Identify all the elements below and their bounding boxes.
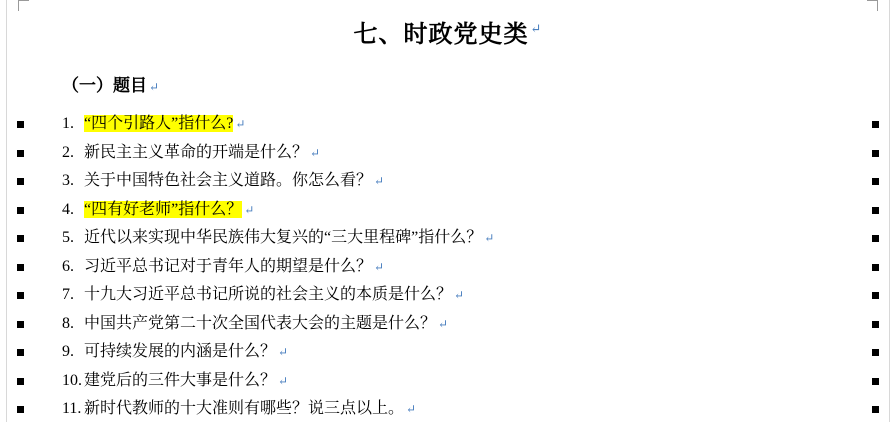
list-item-text: “四有好老师”指什么？ bbox=[84, 200, 243, 218]
margin-bullet-icon bbox=[17, 264, 24, 271]
list-item-number: 10. bbox=[62, 371, 82, 389]
margin-bullet-icon bbox=[17, 207, 24, 214]
list-item bbox=[0, 110, 896, 139]
list-item-text: 新民主主义革命的开端是什么？ bbox=[84, 143, 309, 161]
margin-bullet-icon bbox=[17, 150, 24, 157]
margin-bullet-icon bbox=[17, 235, 24, 242]
margin-bullet-icon bbox=[17, 349, 24, 356]
section-heading bbox=[62, 71, 896, 96]
pilcrow-icon: ↵ bbox=[235, 117, 246, 131]
list-item-number: 9. bbox=[62, 343, 74, 360]
pilcrow-icon: ↵ bbox=[484, 231, 495, 245]
margin-bullet-icon bbox=[17, 378, 24, 385]
list-item-text: 建党后的三件大事是什么？ bbox=[84, 371, 277, 389]
margin-bullet-icon bbox=[872, 349, 879, 356]
list-item bbox=[0, 167, 896, 196]
list-item-number: 7. bbox=[62, 286, 74, 303]
list-item-text: 可持续发展的内涵是什么？ bbox=[84, 343, 277, 360]
pilcrow-icon: ↵ bbox=[530, 21, 543, 36]
margin-bullet-icon bbox=[872, 207, 879, 214]
list-item-text: 关于中国特色社会主义道路。你怎么看？ bbox=[84, 172, 373, 189]
question-list bbox=[0, 110, 896, 424]
list-item-number: 11. bbox=[62, 400, 82, 417]
pilcrow-icon: ↵ bbox=[149, 80, 160, 94]
section-heading-text: （一）题目 bbox=[62, 76, 147, 95]
list-item-number: 3. bbox=[62, 172, 74, 189]
list-item-number: 6. bbox=[62, 257, 74, 275]
pilcrow-icon: ↵ bbox=[310, 145, 321, 160]
margin-bullet-icon bbox=[872, 178, 879, 185]
list-item bbox=[0, 253, 896, 282]
margin-bullet-icon bbox=[872, 378, 879, 385]
pilcrow-icon: ↵ bbox=[454, 288, 465, 302]
pilcrow-icon: ↵ bbox=[374, 174, 385, 188]
list-item-number: 8. bbox=[62, 314, 74, 332]
list-item bbox=[0, 196, 896, 225]
margin-bullet-icon bbox=[872, 121, 879, 128]
list-item-text: 十九大习近平总书记所说的社会主义的本质是什么？ bbox=[84, 286, 453, 303]
page-title bbox=[0, 14, 896, 49]
margin-bullet-icon bbox=[17, 292, 24, 299]
margin-bullet-icon bbox=[17, 178, 24, 185]
list-item bbox=[0, 224, 896, 253]
margin-bullet-icon bbox=[17, 321, 24, 328]
list-item-text: “四个引路人”指什么? bbox=[84, 115, 234, 132]
pilcrow-icon: ↵ bbox=[244, 202, 255, 217]
margin-bullet-icon bbox=[872, 264, 879, 271]
margin-bullet-icon bbox=[872, 292, 879, 299]
list-item bbox=[0, 395, 896, 424]
pilcrow-icon: ↵ bbox=[438, 316, 449, 331]
pilcrow-icon: ↵ bbox=[278, 373, 289, 388]
page-title-text: 七、时政党史类 bbox=[353, 22, 529, 48]
margin-bullet-icon bbox=[872, 150, 879, 157]
pilcrow-icon: ↵ bbox=[278, 345, 289, 359]
margin-bullet-icon bbox=[872, 321, 879, 328]
list-item-number: 2. bbox=[62, 143, 74, 161]
list-item bbox=[0, 281, 896, 310]
list-item-text: 新时代教师的十大准则有哪些？说三点以上。 bbox=[84, 400, 405, 417]
list-item bbox=[0, 310, 896, 339]
margin-bullet-icon bbox=[17, 406, 24, 413]
list-item bbox=[0, 367, 896, 396]
list-item bbox=[0, 139, 896, 168]
list-item-text: 近代以来实现中华民族伟大复兴的“三大里程碑”指什么？ bbox=[84, 229, 483, 246]
margin-bullet-icon bbox=[17, 121, 24, 128]
pilcrow-icon: ↵ bbox=[406, 402, 417, 416]
margin-bullet-icon bbox=[872, 235, 879, 242]
list-item-text: 中国共产党第二十次全国代表大会的主题是什么？ bbox=[84, 314, 437, 332]
list-item bbox=[0, 338, 896, 367]
list-item-number: 4. bbox=[62, 200, 74, 218]
list-item-number: 1. bbox=[62, 115, 74, 132]
pilcrow-icon: ↵ bbox=[374, 259, 385, 274]
list-item-number: 5. bbox=[62, 229, 74, 246]
margin-bullet-icon bbox=[872, 406, 879, 413]
list-item-text: 习近平总书记对于青年人的期望是什么？ bbox=[84, 257, 373, 275]
